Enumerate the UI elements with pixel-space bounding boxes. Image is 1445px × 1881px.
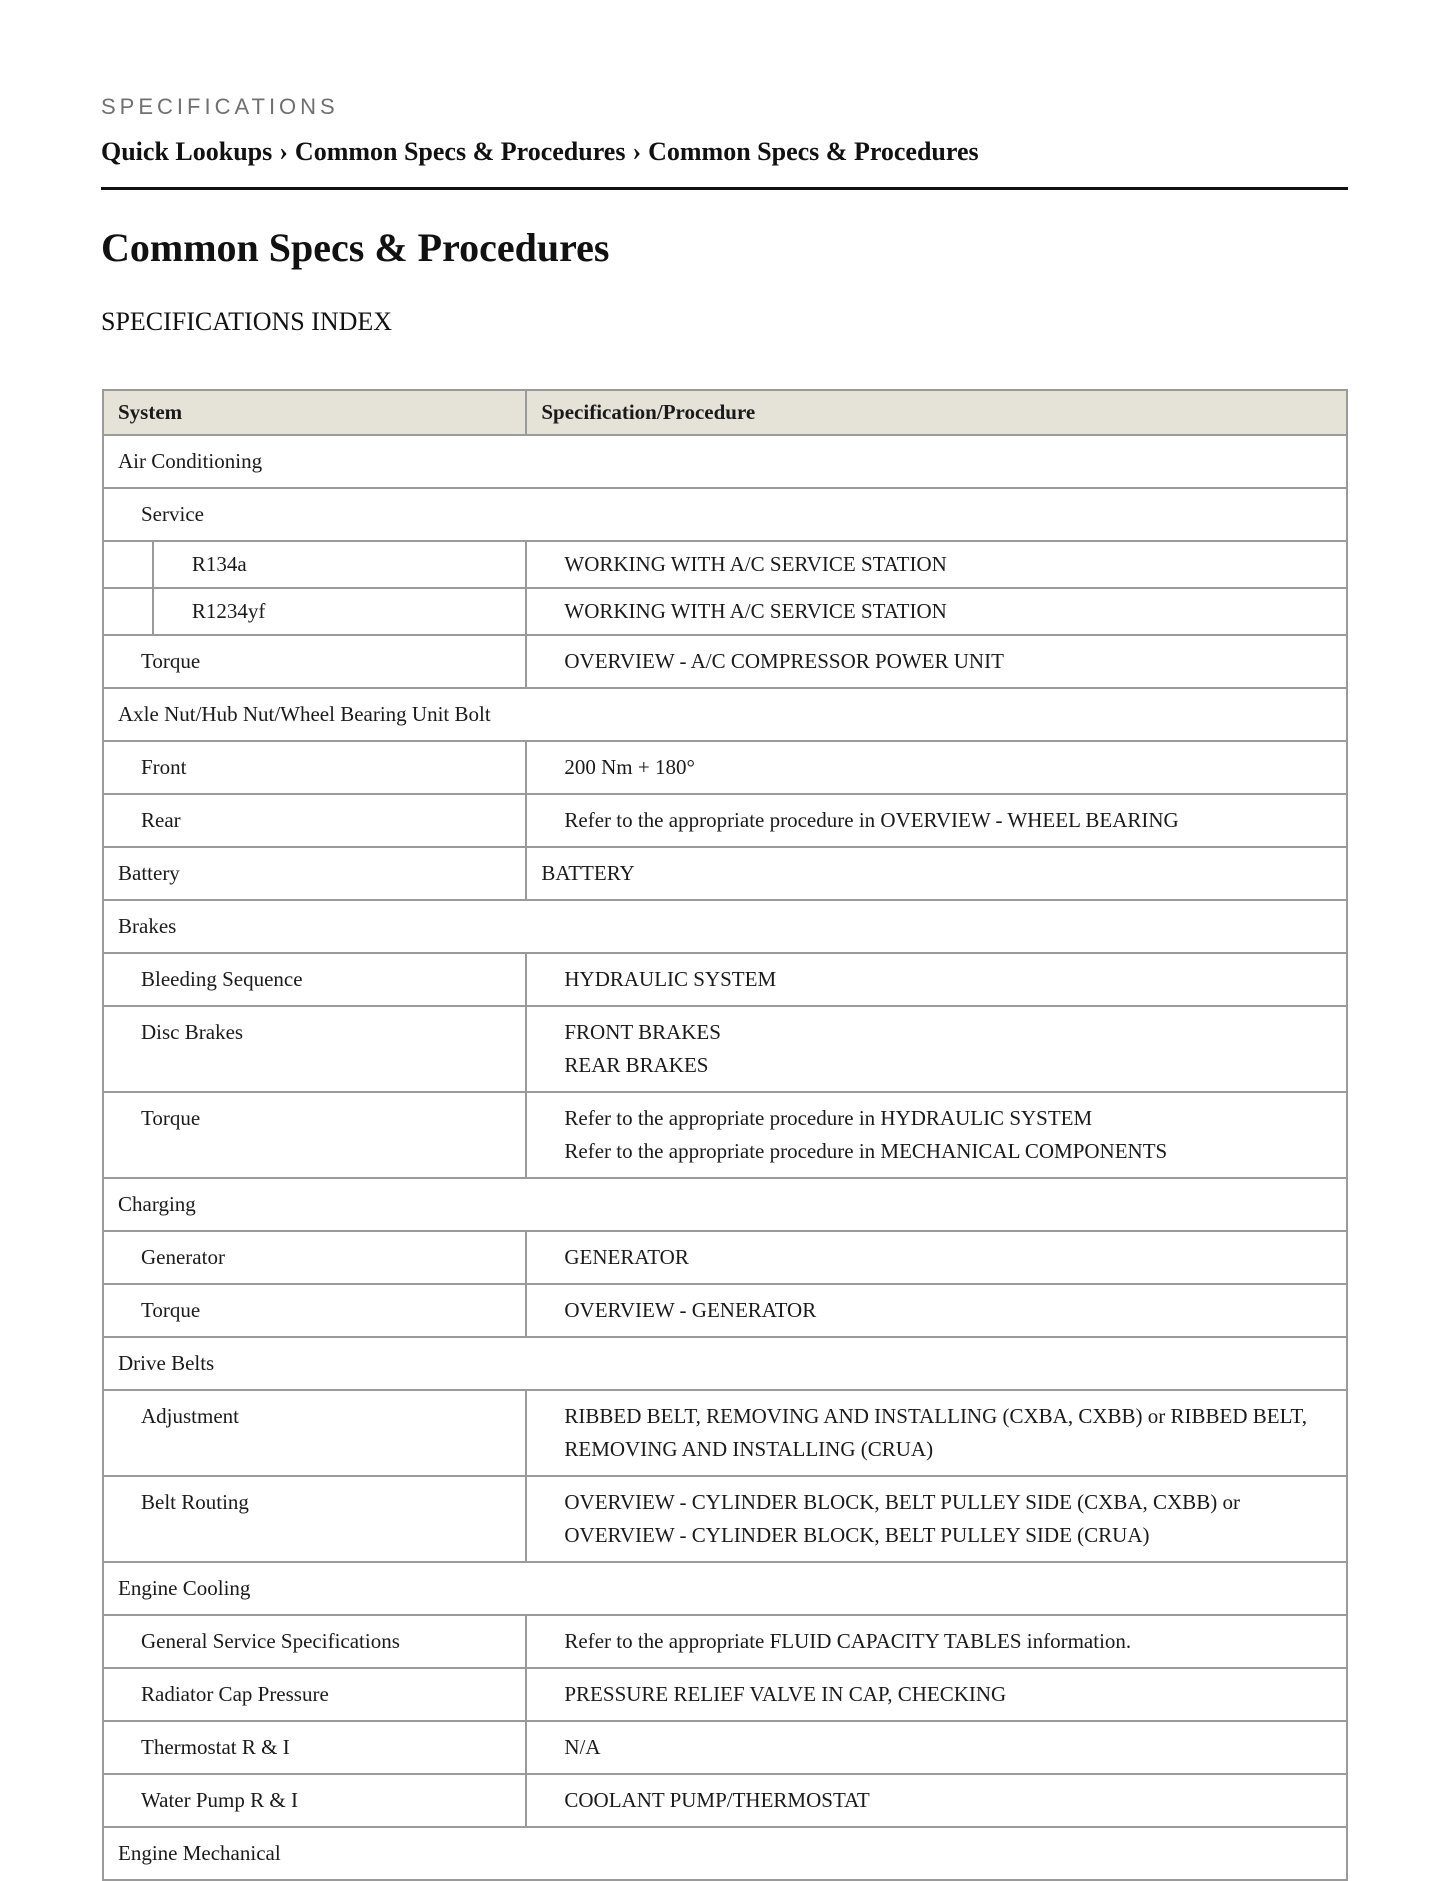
- spec-cell: [526, 1476, 1347, 1562]
- spec-link[interactable]: HYDRAULIC SYSTEM: [526, 953, 1347, 1006]
- table-row-group: [103, 435, 1347, 488]
- table-row-group: [103, 1827, 1347, 1880]
- spec-link[interactable]: GENERATOR: [526, 1231, 1347, 1284]
- table-row: [103, 1390, 1347, 1476]
- header-divider: [101, 187, 1348, 190]
- breadcrumb-item-common-specs[interactable]: Common Specs & Procedures: [294, 137, 626, 166]
- table-row: [103, 588, 1347, 635]
- table-row-group: [103, 1178, 1347, 1231]
- breadcrumb-separator: ›: [279, 137, 288, 166]
- group-label: Axle Nut/Hub Nut/Wheel Bearing Unit Bolt: [103, 688, 1347, 741]
- table-row: [103, 1092, 1347, 1178]
- table-row: [103, 541, 1347, 588]
- table-row: [103, 1006, 1347, 1092]
- spec-link[interactable]: OVERVIEW - GENERATOR: [526, 1284, 1347, 1337]
- subgroup-label: Service: [103, 488, 1347, 541]
- system-cell: General Service Specifications: [103, 1615, 526, 1668]
- group-label: Brakes: [103, 900, 1347, 953]
- table-row: [103, 1721, 1347, 1774]
- table-row-group: [103, 688, 1347, 741]
- spec-link[interactable]: OVERVIEW - CYLINDER BLOCK, BELT PULLEY SIDE (CXBA, CXBB) or: [564, 1490, 1240, 1514]
- system-cell: Thermostat R & I: [103, 1721, 526, 1774]
- table-header-row: [103, 390, 1347, 435]
- breadcrumb-item-current: Common Specs & Procedures: [648, 137, 979, 166]
- column-header-system: System: [103, 390, 526, 435]
- spec-link[interactable]: Refer to the appropriate FLUID CAPACITY TABLES information.: [526, 1615, 1347, 1668]
- system-cell: Bleeding Sequence: [103, 953, 526, 1006]
- table-row: [103, 1231, 1347, 1284]
- table-row: [103, 1284, 1347, 1337]
- spec-link[interactable]: RIBBED BELT, REMOVING AND INSTALLING (CXBA, CXBB) or RIBBED BELT,: [564, 1404, 1308, 1428]
- indent-cell: [103, 588, 153, 635]
- system-cell: R1234yf: [153, 588, 526, 635]
- system-cell: Generator: [103, 1231, 526, 1284]
- table-row: [103, 741, 1347, 794]
- spec-link[interactable]: Refer to the appropriate procedure in HYDRAULIC SYSTEM: [564, 1106, 1093, 1130]
- spec-cell: [526, 1092, 1347, 1178]
- spec-link[interactable]: BATTERY: [526, 847, 1347, 900]
- system-cell: Torque: [103, 1092, 526, 1178]
- system-cell: Torque: [103, 635, 526, 688]
- system-cell: Rear: [103, 794, 526, 847]
- table-row-group: [103, 900, 1347, 953]
- table-row-subgroup: [103, 488, 1347, 541]
- section-label: SPECIFICATIONS: [101, 94, 339, 119]
- system-cell: R134a: [153, 541, 526, 588]
- system-cell: Front: [103, 741, 526, 794]
- table-row-group: [103, 1562, 1347, 1615]
- page-title: Common Specs & Procedures: [101, 225, 610, 270]
- spec-link[interactable]: PRESSURE RELIEF VALVE IN CAP, CHECKING: [526, 1668, 1347, 1721]
- group-label: Engine Cooling: [103, 1562, 1347, 1615]
- table-row-group: [103, 1337, 1347, 1390]
- spec-cell: [526, 1390, 1347, 1476]
- system-cell: Radiator Cap Pressure: [103, 1668, 526, 1721]
- spec-link[interactable]: WORKING WITH A/C SERVICE STATION: [526, 541, 1347, 588]
- system-cell: Adjustment: [103, 1390, 526, 1476]
- breadcrumb-separator: ›: [632, 137, 642, 166]
- spec-link[interactable]: Refer to the appropriate procedure in MECHANICAL COMPONENTS: [564, 1139, 1168, 1163]
- spec-link[interactable]: WORKING WITH A/C SERVICE STATION: [526, 588, 1347, 635]
- system-cell: Battery: [103, 847, 526, 900]
- table-row: [103, 1615, 1347, 1668]
- indent-cell: [103, 541, 153, 588]
- system-cell: Water Pump R & I: [103, 1774, 526, 1827]
- spec-link[interactable]: OVERVIEW - CYLINDER BLOCK, BELT PULLEY SIDE (CRUA): [564, 1523, 1150, 1547]
- spec-link[interactable]: FRONT BRAKES: [564, 1020, 721, 1044]
- table-row: [103, 794, 1347, 847]
- spec-value: 200 Nm + 180°: [526, 741, 1347, 794]
- group-label: Air Conditioning: [103, 435, 1347, 488]
- system-cell: Belt Routing: [103, 1476, 526, 1562]
- spec-link[interactable]: COOLANT PUMP/THERMOSTAT: [526, 1774, 1347, 1827]
- spec-value: N/A: [526, 1721, 1347, 1774]
- index-title: SPECIFICATIONS INDEX: [101, 307, 393, 336]
- table-row: [103, 1668, 1347, 1721]
- breadcrumb-item-quick-lookups[interactable]: Quick Lookups: [101, 137, 273, 166]
- specifications-table: [102, 389, 1348, 1881]
- table-row: [103, 953, 1347, 1006]
- table-row: [103, 1774, 1347, 1827]
- spec-link[interactable]: OVERVIEW - A/C COMPRESSOR POWER UNIT: [526, 635, 1347, 688]
- table-row: [103, 635, 1347, 688]
- breadcrumb: [101, 137, 979, 167]
- spec-link[interactable]: REMOVING AND INSTALLING (CRUA): [564, 1437, 934, 1461]
- spec-link[interactable]: Refer to the appropriate procedure in OVERVIEW - WHEEL BEARING: [526, 794, 1347, 847]
- system-cell: Disc Brakes: [103, 1006, 526, 1092]
- column-header-spec: Specification/Procedure: [526, 390, 1347, 435]
- system-cell: Torque: [103, 1284, 526, 1337]
- spec-link[interactable]: REAR BRAKES: [564, 1053, 709, 1077]
- table-row: [103, 1476, 1347, 1562]
- group-label: Drive Belts: [103, 1337, 1347, 1390]
- table-row: [103, 847, 1347, 900]
- group-label: Engine Mechanical: [103, 1827, 1347, 1880]
- spec-cell: [526, 1006, 1347, 1092]
- group-label: Charging: [103, 1178, 1347, 1231]
